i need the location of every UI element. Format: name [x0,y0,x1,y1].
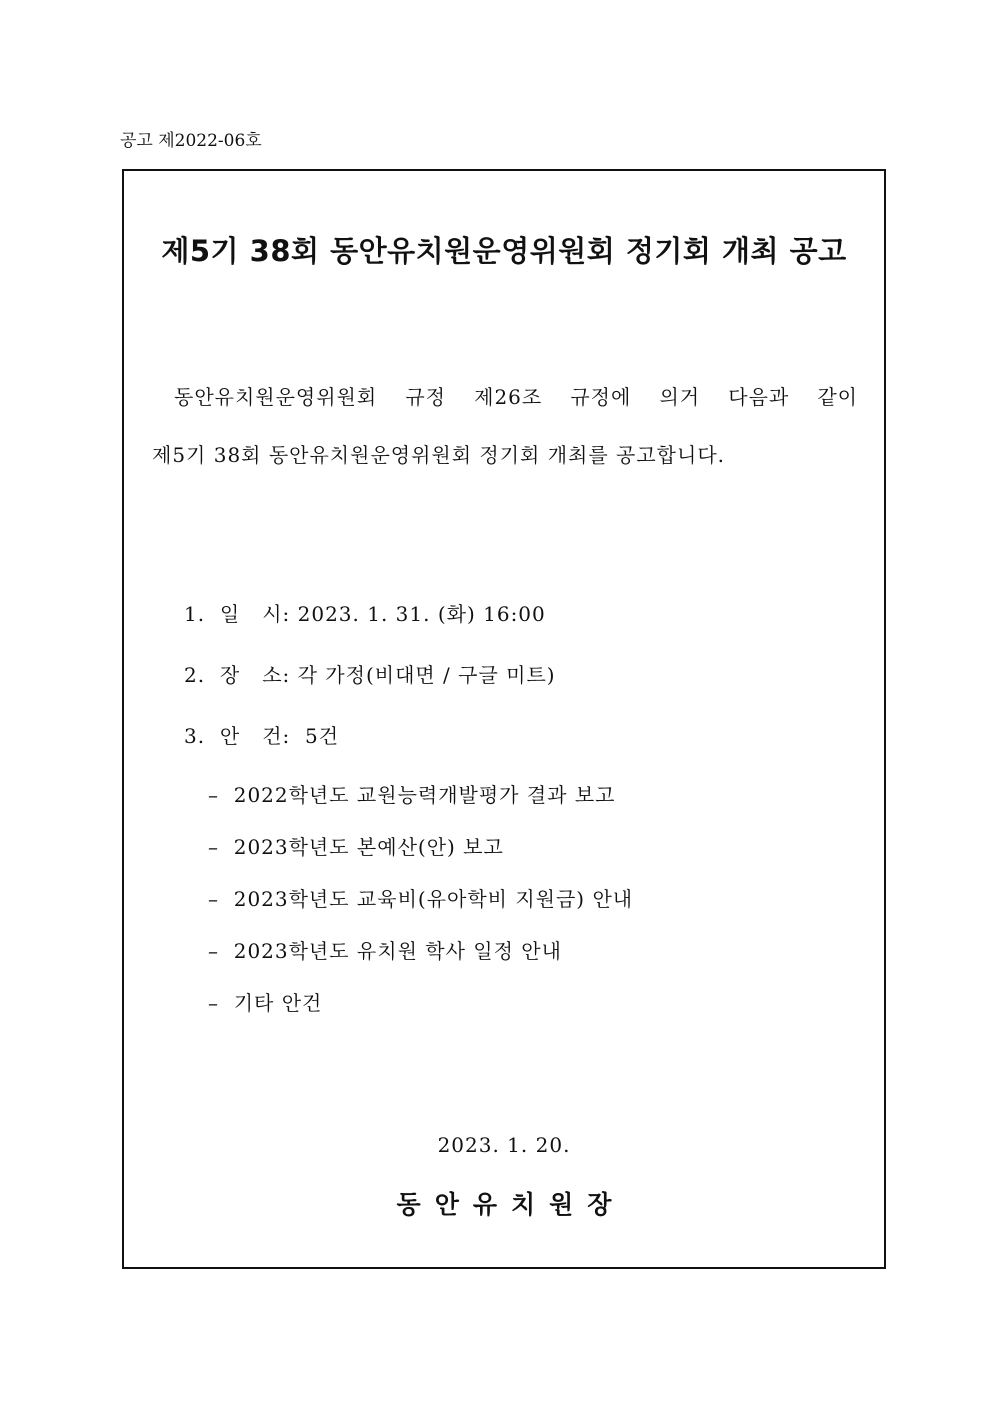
agenda-item: – 기타 안건 [208,991,323,1015]
agenda-item: – 2022학년도 교원능력개발평가 결과 보고 [208,783,616,807]
issuer-signature: 동안유치원장 [396,1190,626,1219]
detail-row-datetime [184,596,556,657]
detail-number: 2. [184,663,206,687]
meeting-details [184,596,556,779]
agenda-list [208,777,633,1037]
notice-number: 공고 제2022-06호 [120,131,262,151]
intro-line-2: 제5기 38회 동안유치원운영위원회 정기회 개최를 공고합니다. [152,443,725,467]
detail-number: 3. [184,724,206,748]
detail-label: 안 건: [219,724,291,748]
detail-row-agenda [184,718,556,779]
detail-value: 각 가정(비대면 / 구글 미트) [297,663,556,687]
intro-paragraph [152,368,858,484]
detail-value: 2023. 1. 31. (화) 16:00 [297,602,546,626]
notice-title: 제5기 38회 동안유치원운영위원회 정기회 개최 공고 [161,234,847,268]
detail-row-location [184,657,556,718]
detail-number: 1. [184,602,206,626]
notice-frame [122,169,886,1269]
notice-date: 2023. 1. 20. [437,1133,571,1157]
detail-label: 장 소: [219,663,291,687]
agenda-item: – 2023학년도 교육비(유아학비 지원금) 안내 [208,887,634,911]
detail-value: 5건 [297,724,340,748]
detail-label: 일 시: [219,602,291,626]
intro-line-1: 동안유치원운영위원회 규정 제26조 규정에 의거 다음과 같이 [174,385,858,409]
agenda-item: – 2023학년도 본예산(안) 보고 [208,835,504,859]
agenda-item: – 2023학년도 유치원 학사 일정 안내 [208,939,562,963]
